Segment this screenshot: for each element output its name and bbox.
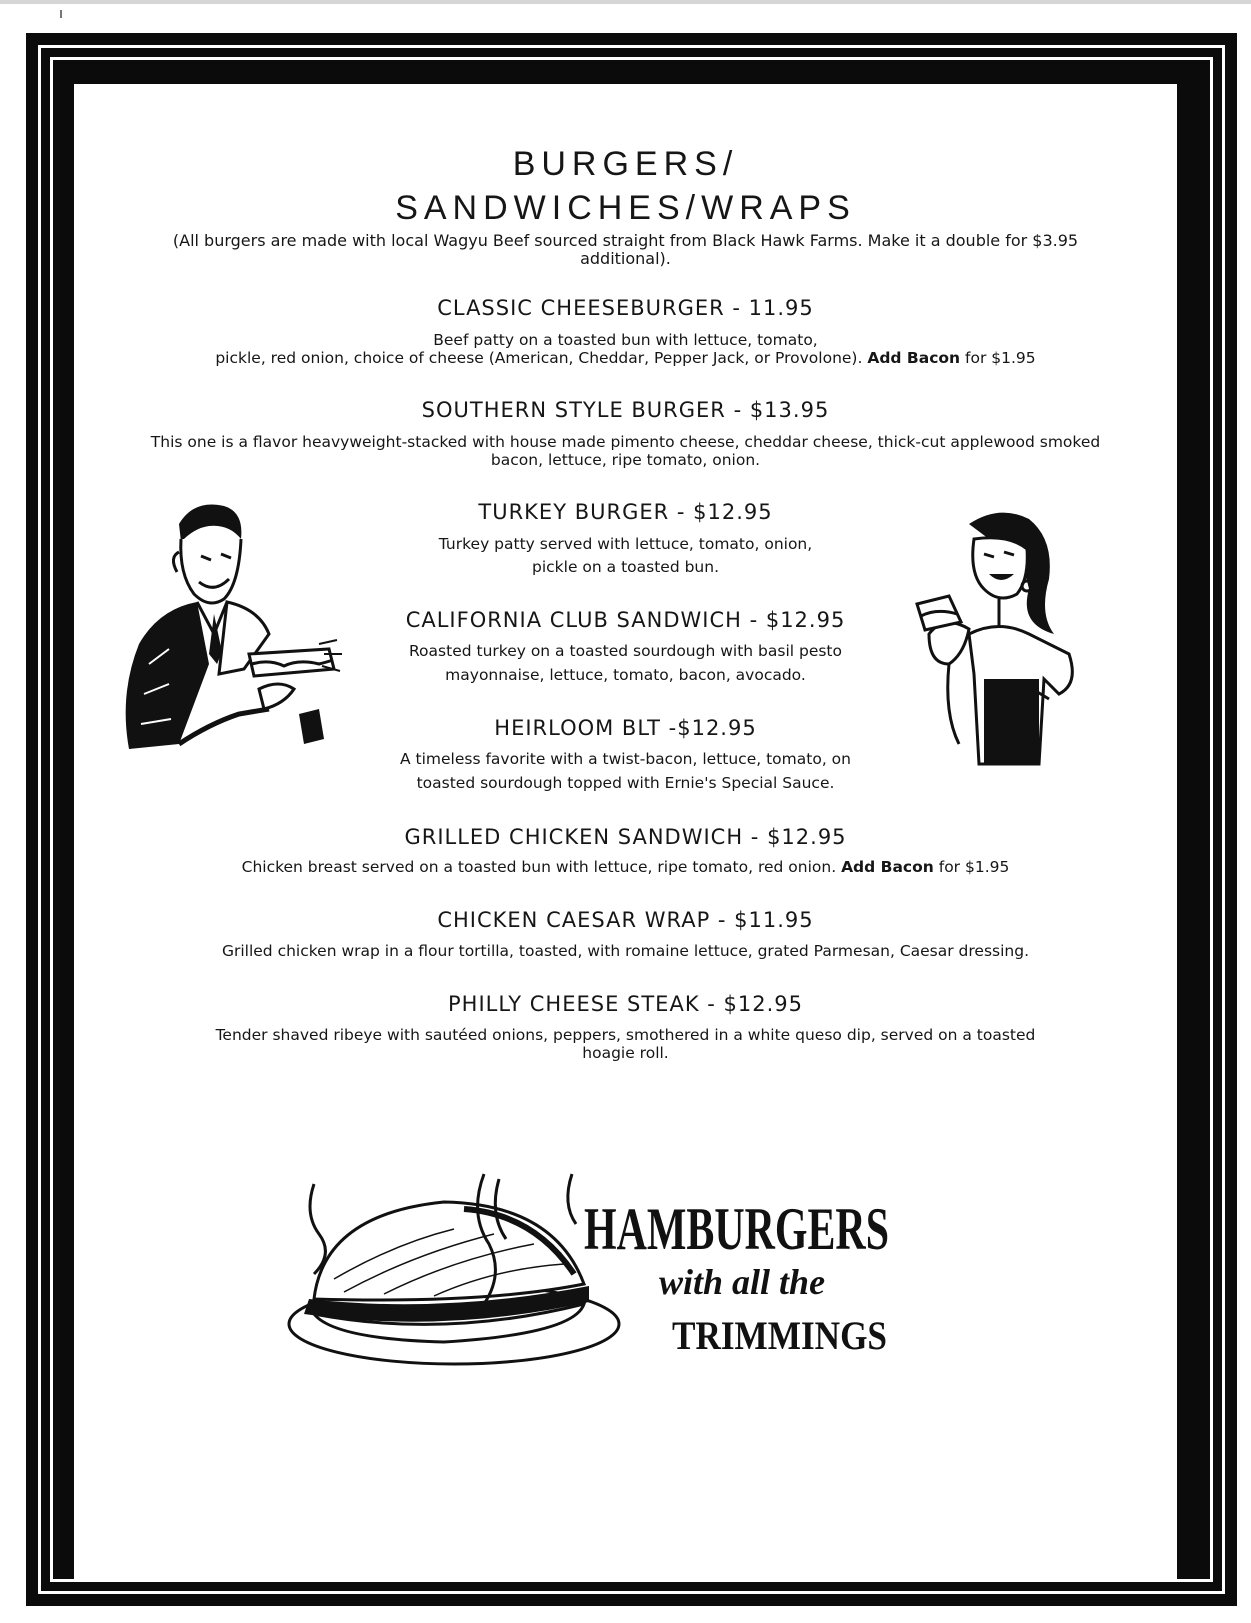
header-note-line2: additional). [580,249,671,268]
scan-mark [60,10,62,18]
menu-item-desc: hoagie roll. [582,1044,669,1062]
menu-title-line1: BURGERS/ [512,145,739,183]
menu-item-name: GRILLED CHICKEN SANDWICH - $12.95 [404,825,847,849]
addon-label: Add Bacon [841,858,934,876]
woman-eating-sandwich-icon [889,504,1089,784]
logo-word-hamburgers: HAMBURGERS [584,1196,889,1262]
menu-item-desc: Turkey patty served with lettuce, tomato, onion, [438,535,813,553]
addon-label: Add Bacon [867,349,961,367]
menu-item-desc: toasted sourdough topped with Ernie's Special Sauce. [416,774,835,792]
menu-item-desc: mayonnaise, lettuce, tomato, bacon, avocado. [445,666,806,684]
menu-item-desc: A timeless favorite with a twist-bacon, lettuce, tomato, on [400,750,851,768]
menu-item-desc: Roasted turkey on a toasted sourdough with basil pesto [408,642,842,660]
addon-price: for $1.95 [938,858,1010,876]
hamburger-on-plate-icon [284,1174,894,1374]
menu-item-desc-text: pickle, red onion, choice of cheese (American, Cheddar, Pepper Jack, or Provolone). [215,349,863,367]
header-note-line1: (All burgers are made with local Wagyu Beef sourced straight from Black Hawk Farms. Make it a double for $3.95 [172,231,1079,250]
logo-word-trimmings: TRIMMINGS [672,1313,887,1358]
menu-item-desc [74,856,1177,878]
logo-word-with-all-the: with all the [659,1262,826,1302]
menu-item-desc: Grilled chicken wrap in a flour tortilla, toasted, with romaine lettuce, grated Parmesan, Caesar dressing. [221,942,1030,960]
scan-top-edge [0,0,1251,4]
menu-item-name: CALIFORNIA CLUB SANDWICH - $12.95 [405,608,846,632]
menu-title-line2: SANDWICHES/WRAPS [395,189,856,227]
menu-item-desc: Beef patty on a toasted bun with lettuce, tomato, [433,331,818,349]
menu-item-name: HEIRLOOM BLT -$12.95 [494,716,757,740]
menu-item-desc: bacon, lettuce, ripe tomato, onion. [490,451,761,469]
menu-item-desc-text: Chicken breast served on a toasted bun with lettuce, ripe tomato, red onion. [241,858,837,876]
man-eating-sandwich-icon [119,494,349,774]
menu-item-desc: Tender shaved ribeye with sautéed onions, peppers, smothered in a white queso dip, served on a toasted [215,1026,1036,1044]
menu-item-name: PHILLY CHEESE STEAK - $12.95 [448,992,803,1016]
menu-item-desc: pickle on a toasted bun. [532,558,719,576]
menu-item-name: SOUTHERN STYLE BURGER - $13.95 [421,398,830,422]
menu-item-name: CLASSIC CHEESEBURGER - 11.95 [437,296,814,320]
addon-price: for $1.95 [965,349,1036,367]
menu-item-desc [74,347,1177,369]
menu-item-desc: This one is a flavor heavyweight-stacked with house made pimento cheese, cheddar cheese, thick-cut applewood smoked [150,433,1101,451]
menu-item-name: CHICKEN CAESAR WRAP - $11.95 [437,908,814,932]
menu-item-name: TURKEY BURGER - $12.95 [478,500,773,524]
menu-page [74,84,1177,1580]
